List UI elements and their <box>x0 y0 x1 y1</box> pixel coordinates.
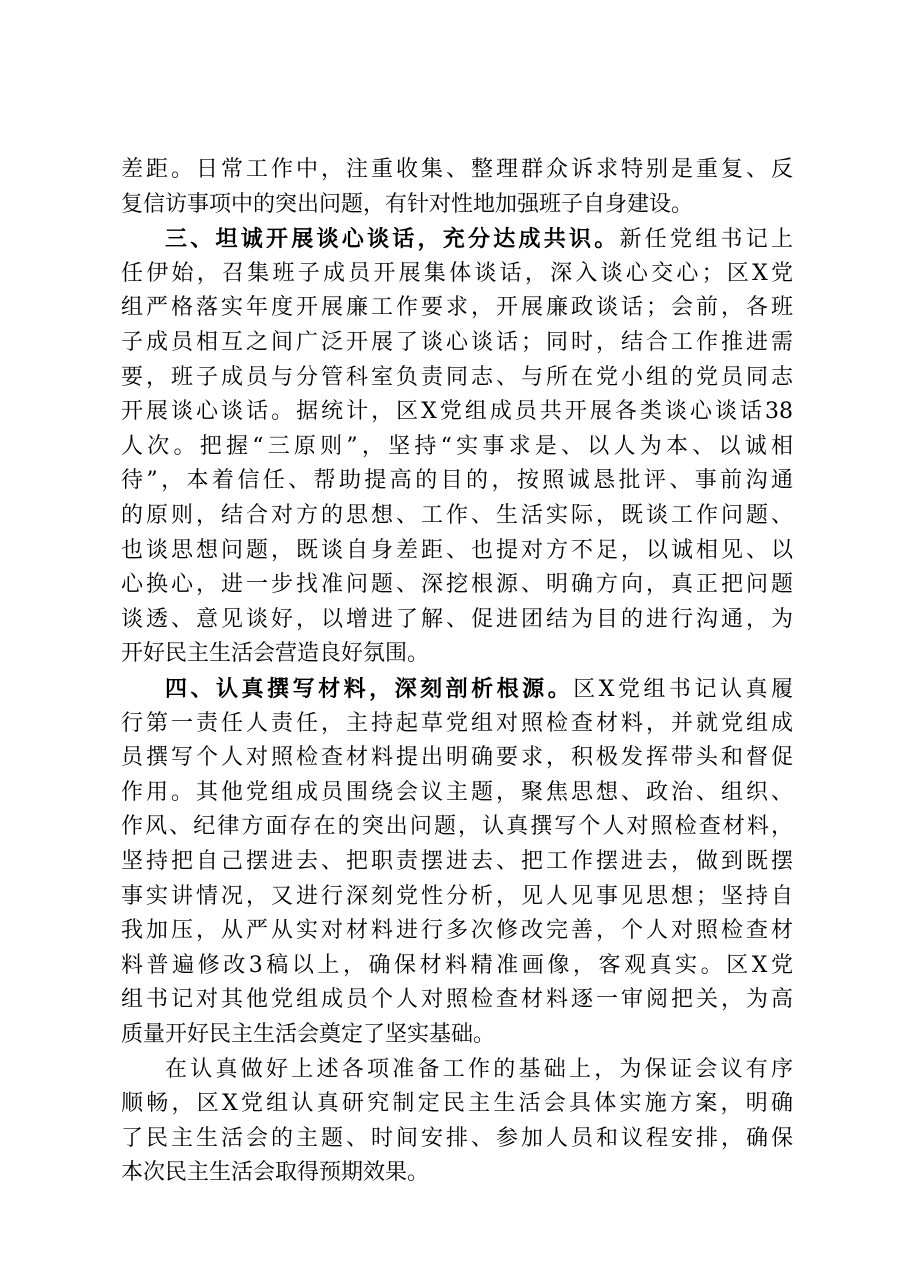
text-line <box>121 810 793 844</box>
line-text: 要，班子成员与分管科室负责同志、与所在党小组的党员同志 <box>121 364 793 390</box>
line-text: 员撰写个人对照检查材料提出明确要求，积极发挥带头和督促 <box>121 745 793 771</box>
line-text: 子成员相互之间广泛开展了谈心谈话；同时，结合工作推进需 <box>121 330 793 355</box>
text-line <box>121 1018 793 1052</box>
text-line <box>121 568 793 602</box>
text-line <box>121 914 793 948</box>
text-line <box>121 845 793 879</box>
text-line <box>165 672 793 706</box>
text-line <box>121 257 793 291</box>
text-line <box>121 534 793 568</box>
line-text: 坚持把自己摆进去、把职责摆进去、把工作摆进去，做到既摆 <box>121 849 793 874</box>
text-line <box>121 499 793 533</box>
line-text: 谈透、意见谈好，以增进了解、促进团结为目的进行沟通，为 <box>121 606 793 632</box>
text-line <box>121 188 793 222</box>
line-text: 在认真做好上述各项准备工作的基础上，为保证会议有序 <box>165 1056 793 1082</box>
text-line <box>121 949 793 983</box>
text-line <box>121 1087 793 1121</box>
text-line <box>121 1122 793 1156</box>
line-text: 的原则，结合对方的思想、工作、生活实际，既谈工作问题、 <box>121 503 793 528</box>
line-text: 质量开好民主生活会奠定了坚实基础。 <box>121 1022 496 1047</box>
line-text: 复信访事项中的突出问题，有针对性地加强班子自身建设。 <box>121 191 694 217</box>
line-text: 也谈思想问题，既谈自身差距、也提对方不足，以诚相见、以 <box>121 537 793 563</box>
line-text: 开展谈心谈话。据统计，区X党组成员共开展各类谈心谈话38 <box>121 399 793 425</box>
line-text: 顺畅，区X党组认真研究制定民主生活会具体实施方案，明确 <box>121 1091 793 1117</box>
text-line <box>121 741 793 775</box>
line-text: 料普遍修改3稿以上，确保材料精准画像，客观真实。区X党 <box>121 952 793 978</box>
line-text: 事实讲情况，又进行深刻党性分析，见人见事见思想；坚持自 <box>121 883 793 909</box>
text-line <box>121 395 793 429</box>
line-text: 区X党组书记认真履 <box>573 677 793 702</box>
text-line <box>121 361 793 395</box>
text-line <box>121 983 793 1017</box>
section-heading: 四、认真撰写材料，深刻剖析根源。 <box>165 676 574 702</box>
text-line <box>121 430 793 464</box>
line-text: 本次民主生活会取得预期效果。 <box>121 1160 430 1186</box>
line-text: 人次。把握“三原则”，坚持“实事求是、以人为本、以诚相 <box>121 433 793 459</box>
text-line <box>121 291 793 325</box>
text-line <box>165 222 793 256</box>
line-text: 行第一责任人责任，主持起草党组对照检查材料，并就党组成 <box>121 710 793 736</box>
line-text: 作用。其他党组成员围绕会议主题，聚焦思想、政治、组织、 <box>121 779 793 805</box>
line-text: 了民主生活会的主题、时间安排、参加人员和议程安排，确保 <box>121 1125 793 1151</box>
line-text: 新任党组书记上 <box>619 227 793 253</box>
text-line <box>121 1156 793 1190</box>
line-text: 开好民主生活会营造良好氛围。 <box>121 641 430 667</box>
text-line <box>121 637 793 671</box>
text-line <box>121 603 793 637</box>
text-line <box>121 326 793 360</box>
line-text: 作风、纪律方面存在的突出问题，认真撰写个人对照检查材料， <box>121 814 793 840</box>
text-line <box>165 1053 793 1087</box>
line-text: 组书记对其他党组成员个人对照检查材料逐一审阅把关，为高 <box>121 987 793 1013</box>
text-line <box>121 880 793 914</box>
text-line <box>121 464 793 498</box>
line-text: 任伊始，召集班子成员开展集体谈话，深入谈心交心；区X党 <box>121 260 793 286</box>
line-text: 组严格落实年度开展廉工作要求，开展廉政谈话；会前，各班 <box>121 295 793 321</box>
section-heading: 三、坦诚开展谈心谈话，充分达成共识。 <box>165 226 620 253</box>
text-line <box>121 707 793 741</box>
line-text: 待”，本着信任、帮助提高的目的，按照诚恳批评、事前沟通 <box>121 468 793 494</box>
text-line <box>121 153 793 187</box>
line-text: 心换心，进一步找准问题、深挖根源、明确方向，真正把问题 <box>121 572 793 598</box>
text-line <box>121 776 793 810</box>
line-text: 差距。日常工作中，注重收集、整理群众诉求特别是重复、反 <box>121 157 793 182</box>
line-text: 我加压，从严从实对材料进行多次修改完善，个人对照检查材 <box>121 918 793 944</box>
